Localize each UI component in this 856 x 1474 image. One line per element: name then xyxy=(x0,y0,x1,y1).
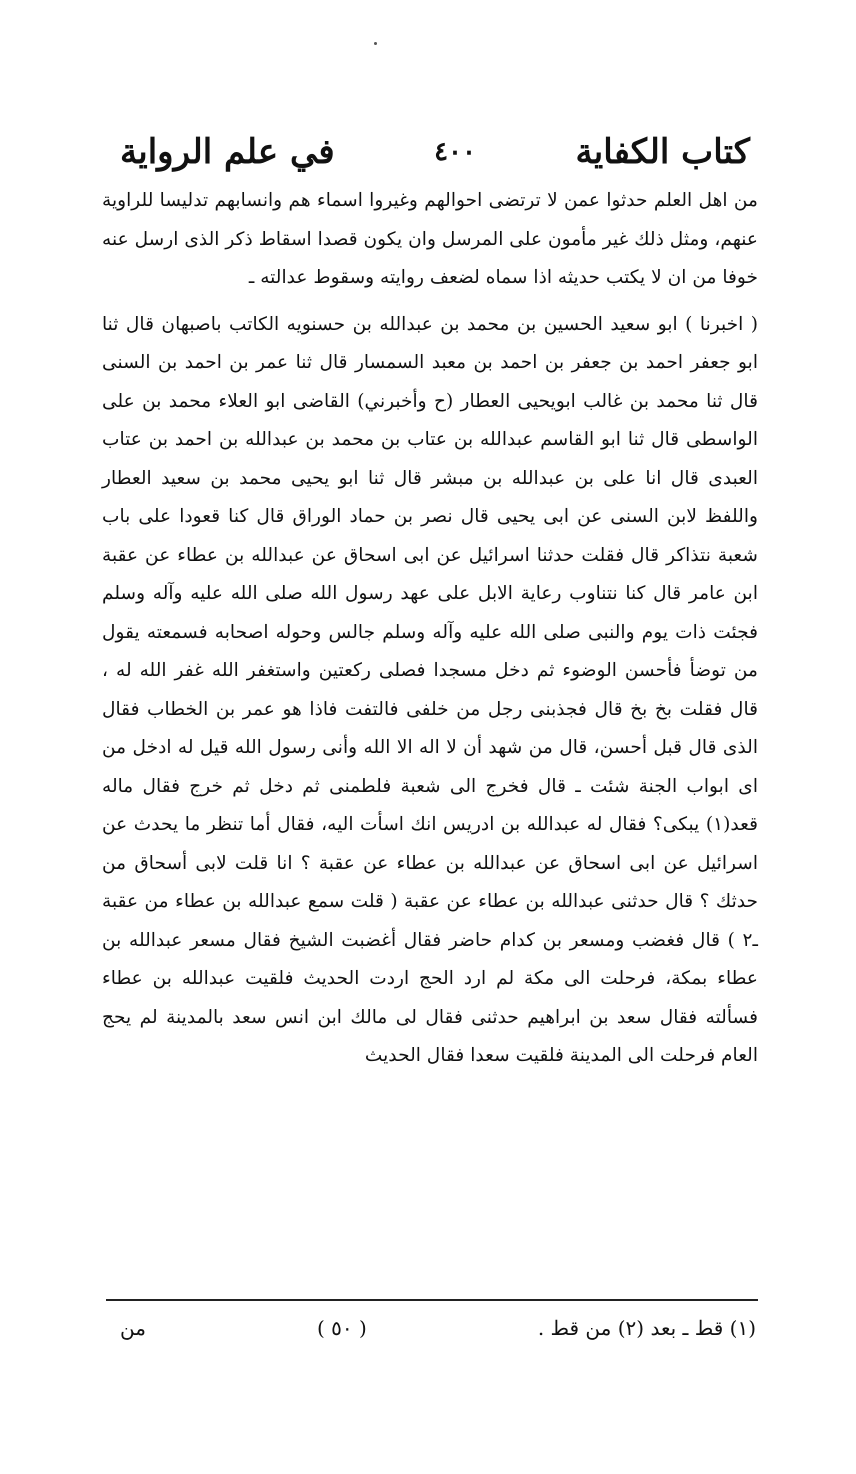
ink-speck xyxy=(374,42,377,45)
page-footer xyxy=(120,1306,756,1350)
header-subject-title: في علم الرواية xyxy=(120,132,335,172)
paragraph-2: ( اخبرنا ) ابو سعيد الحسين بن محمد بن عبدالله بن حسنويه الكاتب باصبهان قال ثنا ابو جعفر احمد بن جعفر بن احمد بن معبد السمسار قال ثنا عمر بن احمد بن السنى قال ثنا محمد بن غالب ابويحيى العطار (ح وأخبرني) القاضى ابو العلاء محمد بن على الواسطى قال ثنا ابو القاسم عبدالله بن عتاب بن محمد بن عبدالله بن احمد بن عتاب العبدى قال انا على بن عبدالله بن مبشر قال ثنا ابو يحيى محمد بن سعيد العطار واللفظ لابن السنى عن ابى يحيى قال نصر بن حماد الوراق قال كنا قعودا على باب شعبة نتذاكر قال فقلت حدثنا اسرائيل عن ابى اسحاق عن عبدالله بن عطاء عن عقبة ابن عامر قال كنا نتناوب رعاية الابل على عهد رسول الله صلى الله عليه وآله وسلم فجئت ذات يوم والنبى صلى الله عليه وآله وسلم جالس وحوله اصحابه فسمعته يقول من توضأ فأحسن الوضوء ثم دخل مسجدا فصلى ركعتين واستغفر الله غفر الله له ، قال فقلت بخ بخ قال فجذبنى رجل من خلفى فالتفت فاذا هو عمر بن الخطاب فقال الذى قال قبل أحسن، قال من شهد أن لا اله الا الله وأنى رسول الله قيل له ادخل من اى ابواب الجنة شئت ـ قال فخرج الى شعبة فلطمنى ثم دخل ثم خرج فقال ماله قعد(١) يبكى؟ فقال له عبدالله بن ادريس انك اسأت اليه، فقال أما تنظر ما يحدث عن اسرائيل عن ابى اسحاق عن عبدالله بن عطاء عن عقبة ؟ انا قلت لابى أسحاق من حدثك ؟ قال حدثنى عبدالله بن عطاء عن عقبة ( قلت سمع عبدالله بن عطاء من عقبة ـ٢ ) قال فغضب ومسعر بن كدام حاضر فقال أغضبت الشيخ فقال مسعر عبدالله بن عطاء بمكة، فرحلت الى مكة لم ارد الحج اردت الحديث فلقيت عبدالله بن عطاء فسألته فقال سعد بن ابراهيم حدثنى فقال لى مالك ابن انس سعد بالمدينة لم يحج العام فرحلت الى المدينة فلقيت سعدا فقال الحديث xyxy=(102,313,758,1066)
header-book-title: كتاب الكفاية xyxy=(575,132,750,172)
header-page-number: ٤٠٠ xyxy=(434,137,476,167)
catchword: من xyxy=(120,1316,146,1340)
footnotes: (١) قط ـ بعد (٢) من قط . xyxy=(537,1316,756,1340)
running-header xyxy=(120,124,750,180)
paragraph-1: من اهل العلم حدثوا عمن لا ترتضى احوالهم وغيروا اسماء هم وانسابهم تدليسا للراوية عنهم، ومثل ذلك غير مأمون على المرسل وان يكون قصدا اسقاط ذكر الذى ارسل عنه خوفا من ان لا يكتب حديثه اذا سماه لضعف روايته وسقوط عدالته ـ xyxy=(102,190,758,288)
body-text xyxy=(102,182,758,1076)
footnote-divider xyxy=(106,1299,758,1301)
page-marker: ( ٥٠ ) xyxy=(316,1316,367,1340)
